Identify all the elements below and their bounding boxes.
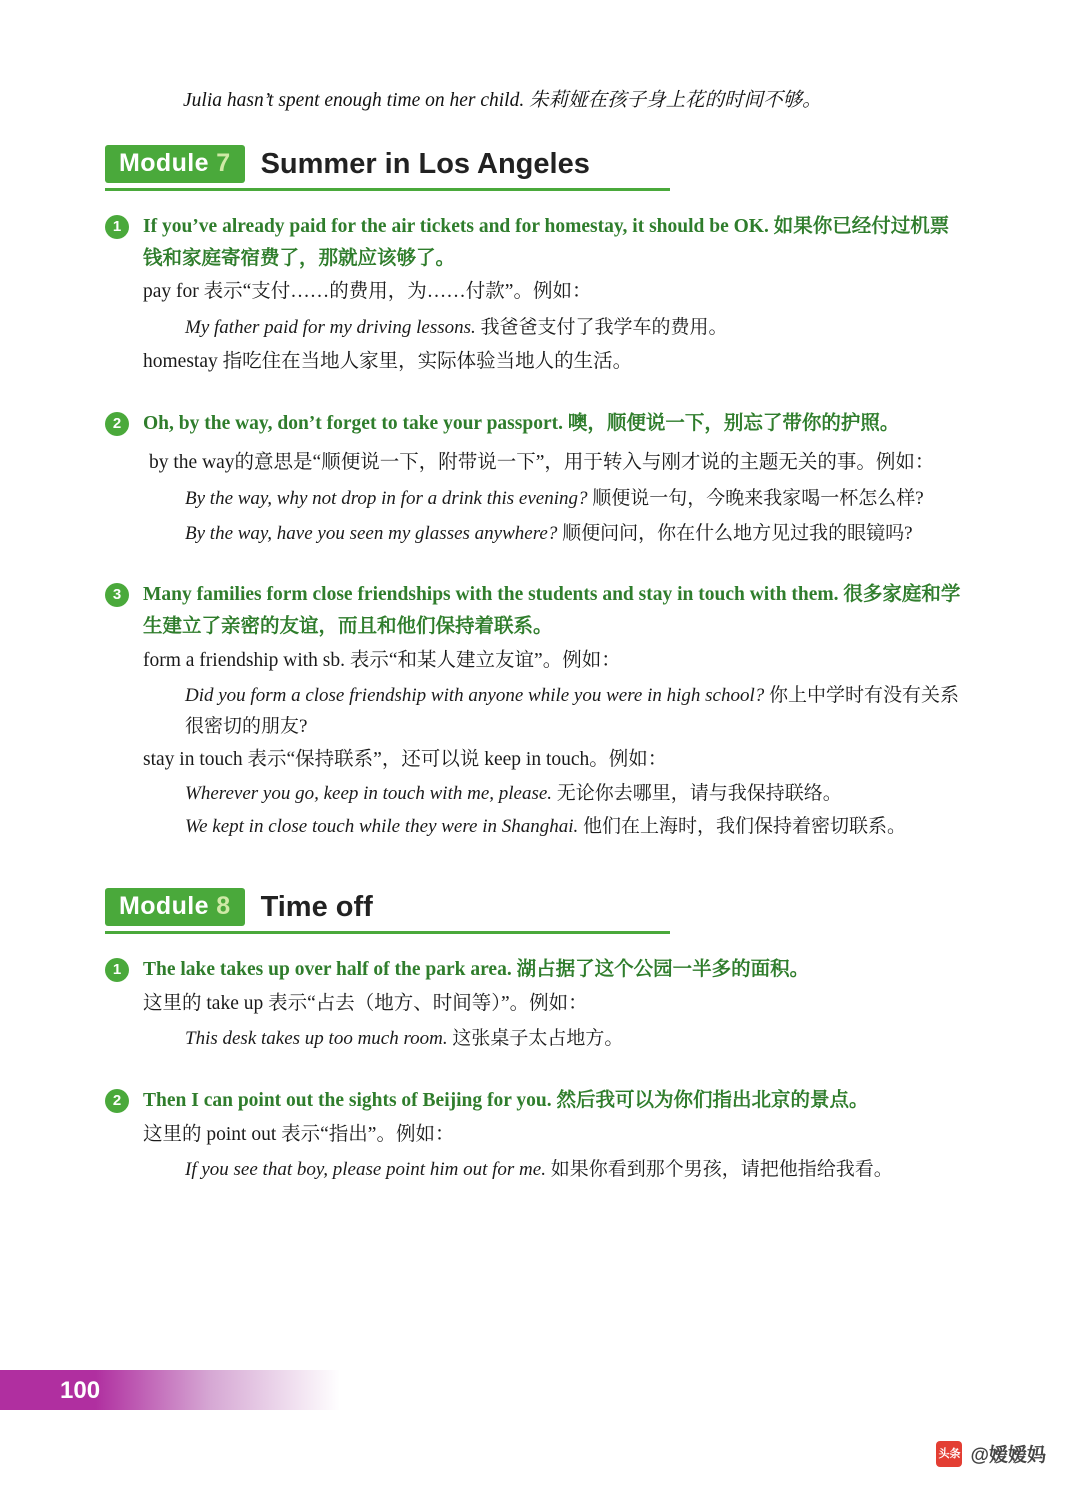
- top-note-text: Julia hasn’t spent enough time on her child. 朱莉娅在孩子身上花的时间不够。: [183, 90, 822, 111]
- item-bullet: 2: [105, 1089, 129, 1113]
- item-lead-en: Then I can point out the sights of Beijing for you.: [143, 1090, 552, 1111]
- module-heading-7: [105, 145, 965, 189]
- item-example: [185, 779, 965, 810]
- module-tag-8: [105, 888, 245, 926]
- watermark: [936, 1440, 1046, 1467]
- item-explanation: stay in touch 表示“保持联系”，还可以说 keep in touch。例如：: [143, 749, 668, 771]
- item-example: [185, 681, 965, 743]
- item-example: [185, 1024, 965, 1055]
- item-lead: [143, 954, 965, 986]
- item-example: [185, 1155, 965, 1186]
- footer-bar: [0, 1370, 340, 1410]
- note-item: [105, 954, 965, 1055]
- example-en: This desk takes up too much room.: [185, 1028, 448, 1050]
- item-explanation: 这里的 take up 表示“占去（地方、时间等）”。例如：: [143, 992, 588, 1014]
- toutiao-logo-icon: 头条: [936, 1441, 962, 1467]
- example-cn: 顺便问问，你在什么地方见过我的眼镜吗?: [562, 522, 913, 544]
- item-bullet: 1: [105, 958, 129, 982]
- note-item: [105, 408, 965, 549]
- example-en: Did you form a close friendship with anyone while you were in high school?: [185, 684, 765, 706]
- item-lead-en: If you’ve already paid for the air tickets and for homestay, it should be OK.: [143, 216, 769, 238]
- example-en: By the way, why not drop in for a drink this evening?: [185, 487, 588, 509]
- item-example: [185, 484, 965, 515]
- item-lead-cn: 湖占据了这个公园一半多的面积。: [516, 959, 810, 981]
- module-title-7: Summer in Los Angeles: [260, 147, 590, 180]
- page-content: [105, 86, 965, 1202]
- item-explanation: homestay 指吃住在当地人家里，实际体验当地人的生活。: [143, 350, 633, 372]
- page-number: 100: [60, 1377, 101, 1404]
- note-item: [105, 211, 965, 378]
- item-lead: [143, 408, 965, 440]
- item-lead-cn: 然后我可以为你们指出北京的景点。: [556, 1090, 869, 1111]
- item-bullet: 2: [105, 412, 129, 436]
- example-en: If you see that boy, please point him out for me.: [185, 1158, 546, 1180]
- example-cn: 无论你去哪里，请与我保持联络。: [556, 782, 842, 804]
- item-explanation: by the way的意思是“顺便说一下，附带说一下”，用于转入与刚才说的主题无关的事。例如：: [149, 452, 935, 474]
- item-lead-en: The lake takes up over half of the park area.: [143, 959, 512, 981]
- item-bullet: 3: [105, 583, 129, 607]
- item-lead: [143, 211, 965, 274]
- example-en: We kept in close touch while they were in Shanghai.: [185, 815, 579, 837]
- example-cn: 如果你看到那个男孩，请把他指给我看。: [550, 1158, 893, 1180]
- note-item: [105, 1085, 965, 1186]
- example-cn: 你上中学时有没有关系很密切的朋友?: [185, 684, 960, 737]
- example-en: By the way, have you seen my glasses anywhere?: [185, 522, 558, 544]
- example-cn: 他们在上海时，我们保持着密切联系。: [583, 815, 907, 837]
- module-tag-label: Module: [119, 149, 209, 178]
- module-title-8: Time off: [260, 890, 373, 923]
- example-cn: 这张桌子太占地方。: [452, 1028, 624, 1050]
- example-en: Wherever you go, keep in touch with me, please.: [185, 782, 553, 804]
- module-rule: [105, 931, 670, 934]
- item-explanation: 这里的 point out 表示“指出”。例如：: [143, 1123, 455, 1145]
- item-lead: [143, 579, 965, 642]
- item-example: [185, 313, 965, 344]
- item-example: [185, 812, 965, 843]
- module-tag-number: 7: [216, 149, 231, 178]
- item-explanation: form a friendship with sb. 表示“和某人建立友谊”。例如：: [143, 649, 621, 671]
- example-cn: 顺便说一句，今晚来我家喝一杯怎么样?: [592, 487, 924, 509]
- module-tag-7: [105, 145, 245, 183]
- note-item: [105, 579, 965, 842]
- item-lead-cn: 很多家庭和学生建立了亲密的友谊，而且和他们保持着联系。: [143, 584, 961, 637]
- module-tag-number: 8: [216, 892, 231, 921]
- item-bullet: 1: [105, 215, 129, 239]
- item-example: [185, 519, 965, 550]
- item-lead-cn: 如果你已经付过机票钱和家庭寄宿费了，那就应该够了。: [143, 216, 950, 269]
- item-lead-en: Many families form close friendships with the students and stay in touch with them.: [143, 584, 839, 606]
- item-lead-cn: 噢，顺便说一下，别忘了带你的护照。: [567, 412, 900, 434]
- item-lead: [143, 1085, 965, 1117]
- example-cn: 我爸爸支付了我学车的费用。: [480, 316, 728, 338]
- example-en: My father paid for my driving lessons.: [185, 316, 476, 338]
- item-explanation: pay for 表示“支付……的费用，为……付款”。例如：: [143, 281, 592, 303]
- item-lead-en: Oh, by the way, don’t forget to take your passport.: [143, 412, 563, 434]
- watermark-text: @嫒嫒妈: [970, 1445, 1046, 1466]
- module-tag-label: Module: [119, 892, 209, 921]
- module-heading-8: [105, 888, 965, 932]
- module-rule: [105, 188, 670, 191]
- top-note: [183, 86, 965, 115]
